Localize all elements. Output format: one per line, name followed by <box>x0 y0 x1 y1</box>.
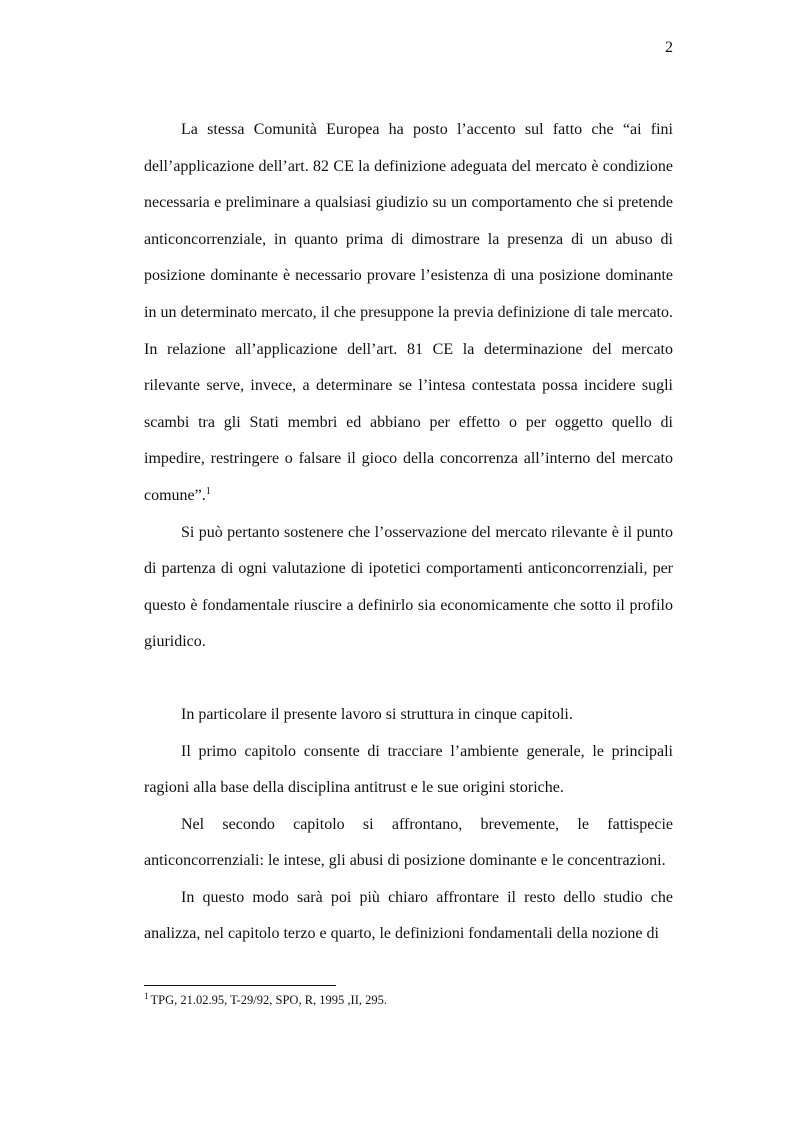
footnote <box>144 992 673 1008</box>
body-text <box>144 112 673 953</box>
paragraph-5: Nel secondo capitolo si affrontano, brevemente, le fattispecie anticoncorrenziali: le intese, gli abusi di posizione dominante e le concentrazioni. <box>144 815 673 870</box>
paragraph-3: In particolare il presente lavoro si struttura in cinque capitoli. <box>181 705 573 723</box>
paragraph-1-text: La stessa Comunità Europea ha posto l’accento sul fatto che “ai fini dell’applicazione dell’art. 82 CE la definizione adeguata del mercato è condizione necessaria e preliminare a qualsiasi giudizio su un comportamento che si pretende anticoncorrenziale, in quanto prima di dimostrare la presenza di un abuso di posizione dominante è necessario provare l’esistenza di una posizione dominante in un determinato mercato, il che presuppone la previa definizione di tale mercato. In relazione all’applicazione dell’art. 81 CE la determinazione del mercato rilevante serve, invece, a determinare se l’intesa contestata possa incidere sugli scambi tra gli Stati membri ed abbiano per effetto o per oggetto quello di impedire, restringere o falsare il gioco della concorrenza all’interno del mercato comune”. <box>144 121 673 504</box>
paragraph-2: Si può pertanto sostenere che l’osservazione del mercato rilevante è il punto di partenza di ogni valutazione di ipotetici comportamenti anticoncorrenziali, per questo è fondamentale riuscire a definirlo sia economicamente che sotto il profilo giuridico. <box>144 523 673 651</box>
footnote-divider <box>144 985 336 986</box>
paragraph-gap <box>144 661 673 697</box>
footnote-mark: 1 <box>144 991 149 1001</box>
paragraph-1 <box>144 112 673 515</box>
paragraph-6: In questo modo sarà poi più chiaro affrontare il resto dello studio che analizza, nel capitolo terzo e quarto, le definizioni fondamentali della nozione di <box>144 888 673 943</box>
page-number: 2 <box>665 39 673 56</box>
paragraph-4: Il primo capitolo consente di tracciare l’ambiente generale, le principali ragioni alla base della disciplina antitrust e le sue origini storiche. <box>144 742 673 797</box>
footnote-text: TPG, 21.02.95, T-29/92, SPO, R, 1995 ,II, 295. <box>150 993 387 1007</box>
footnote-reference[interactable]: 1 <box>205 485 211 497</box>
